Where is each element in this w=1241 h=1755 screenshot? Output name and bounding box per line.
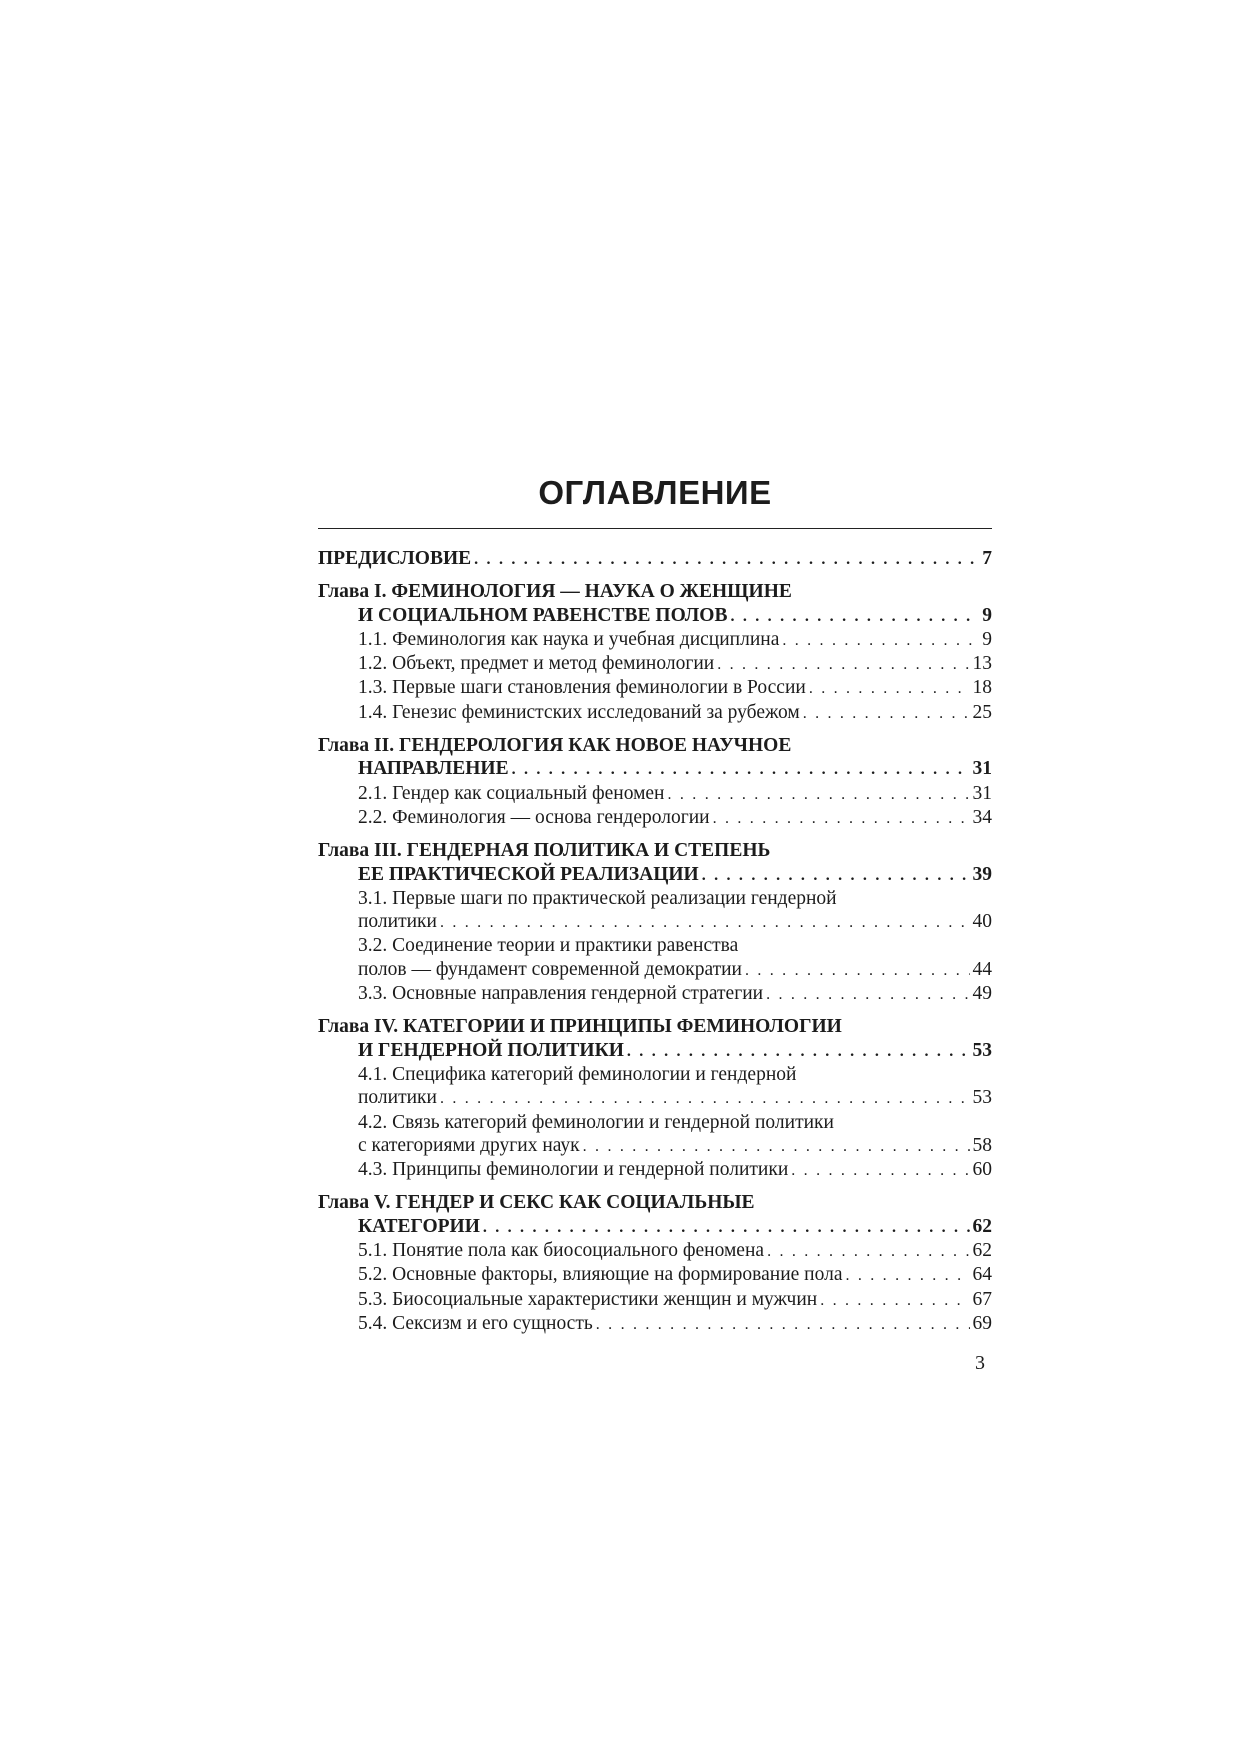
toc-page-number: 62 xyxy=(972,1215,992,1237)
toc-page-number: 7 xyxy=(982,548,992,569)
toc-chapter-4 xyxy=(318,1015,992,1182)
toc-page-number: 25 xyxy=(972,701,992,723)
toc-section[interactable] xyxy=(318,806,992,830)
section-label: 5.2. Основные факторы, влияющие на формирование пола xyxy=(358,1264,843,1286)
toc-section-first-line[interactable] xyxy=(318,934,992,957)
toc-section[interactable] xyxy=(318,1312,992,1336)
chapter-title-line: И СОЦИАЛЬНОМ РАВЕНСТВЕ ПОЛОВ xyxy=(358,604,728,626)
dot-leader xyxy=(767,1240,969,1263)
chapter-title-line: Глава I. ФЕМИНОЛОГИЯ — НАУКА О ЖЕНЩИНЕ xyxy=(318,581,792,603)
dot-leader xyxy=(791,1159,969,1182)
dot-leader xyxy=(596,1313,970,1336)
dot-leader xyxy=(820,1289,969,1312)
dot-leader xyxy=(845,1264,969,1287)
toc-page-number: 64 xyxy=(972,1264,992,1286)
chapter-heading[interactable] xyxy=(318,839,992,862)
toc-section[interactable] xyxy=(318,652,992,676)
toc-chapter-1 xyxy=(318,580,992,725)
section-label: полов — фундамент современной демократии xyxy=(358,958,742,980)
dot-leader xyxy=(782,629,979,652)
toc-page-number: 13 xyxy=(972,653,992,675)
toc-section[interactable] xyxy=(318,1158,992,1182)
toc-page-number: 18 xyxy=(972,677,992,699)
toc-page-number: 67 xyxy=(972,1288,992,1310)
section-label: 5.3. Биосоциальные характеристики женщин и мужчин xyxy=(358,1288,818,1310)
section-label: 1.4. Генезис феминистских исследований за рубежом xyxy=(358,701,800,723)
table-of-contents xyxy=(318,470,992,1345)
section-label: 4.2. Связь категорий феминологии и гендерной политики xyxy=(358,1111,834,1133)
chapter-heading-continued[interactable] xyxy=(318,1039,992,1063)
toc-section[interactable] xyxy=(318,628,992,652)
dot-leader xyxy=(512,758,970,781)
toc-section[interactable] xyxy=(318,910,992,934)
toc-page-number: 40 xyxy=(972,911,992,933)
toc-chapter-2 xyxy=(318,734,992,830)
toc-section[interactable] xyxy=(318,1239,992,1263)
dot-leader xyxy=(766,983,969,1006)
section-label: 4.3. Принципы феминологии и гендерной политики xyxy=(358,1159,789,1181)
chapter-heading-continued[interactable] xyxy=(318,1215,992,1239)
dot-leader xyxy=(483,1216,970,1239)
toc-page-number: 9 xyxy=(982,628,992,650)
chapter-title-line: КАТЕГОРИИ xyxy=(358,1215,480,1237)
toc-chapter-5 xyxy=(318,1191,992,1336)
toc-page-number: 49 xyxy=(972,983,992,1005)
dot-leader xyxy=(809,677,970,700)
toc-entry-label: ПРЕДИСЛОВИЕ xyxy=(318,548,472,569)
chapter-title-line: Глава IV. КАТЕГОРИИ И ПРИНЦИПЫ ФЕМИНОЛОГИИ xyxy=(318,1016,842,1038)
dot-leader xyxy=(730,605,979,628)
section-label: политики xyxy=(358,911,437,933)
toc-page-number: 31 xyxy=(972,758,992,780)
section-label: с категориями других наук xyxy=(358,1134,580,1156)
toc-section-first-line[interactable] xyxy=(318,887,992,910)
section-label: 4.1. Специфика категорий феминологии и гендерной xyxy=(358,1063,797,1085)
chapter-heading[interactable] xyxy=(318,1015,992,1038)
section-label: 1.1. Феминология как наука и учебная дисциплина xyxy=(358,628,780,650)
dot-leader xyxy=(803,702,970,725)
toc-page-number: 69 xyxy=(972,1312,992,1334)
toc-entry-preface[interactable] xyxy=(318,547,992,571)
toc-section[interactable] xyxy=(318,958,992,982)
dot-leader xyxy=(474,548,979,571)
chapter-title-line: ЕЕ ПРАКТИЧЕСКОЙ РЕАЛИЗАЦИИ xyxy=(358,863,699,885)
toc-section[interactable] xyxy=(318,1288,992,1312)
chapter-heading-continued[interactable] xyxy=(318,863,992,887)
chapter-heading[interactable] xyxy=(318,734,992,757)
dot-leader xyxy=(583,1135,970,1158)
section-label: 1.2. Объект, предмет и метод феминологии xyxy=(358,653,715,675)
toc-section[interactable] xyxy=(318,1263,992,1287)
toc-page-number: 39 xyxy=(972,863,992,885)
chapter-heading-continued[interactable] xyxy=(318,604,992,628)
toc-page-number: 44 xyxy=(972,958,992,980)
dot-leader xyxy=(702,864,970,887)
page-title: ОГЛАВЛЕНИЕ xyxy=(538,474,772,511)
page-number: 3 xyxy=(975,1352,985,1374)
toc-page-number: 9 xyxy=(982,604,992,626)
toc-section[interactable] xyxy=(318,701,992,725)
section-label: 3.2. Соединение теории и практики равенства xyxy=(358,935,739,957)
toc-section[interactable] xyxy=(318,676,992,700)
chapter-title-line: НАПРАВЛЕНИЕ xyxy=(358,758,509,780)
chapter-heading-continued[interactable] xyxy=(318,757,992,781)
dot-leader xyxy=(440,1087,970,1110)
toc-section-first-line[interactable] xyxy=(318,1063,992,1086)
toc-page-number: 60 xyxy=(972,1159,992,1181)
section-label: политики xyxy=(358,1087,437,1109)
toc-page-number: 58 xyxy=(972,1134,992,1156)
chapter-title-line: Глава V. ГЕНДЕР И СЕКС КАК СОЦИАЛЬНЫЕ xyxy=(318,1192,755,1214)
toc-section[interactable] xyxy=(318,782,992,806)
toc-page-number: 53 xyxy=(972,1087,992,1109)
toc-page-number: 31 xyxy=(972,782,992,804)
toc-section-first-line[interactable] xyxy=(318,1111,992,1134)
toc-chapter-3 xyxy=(318,839,992,1006)
section-label: 2.1. Гендер как социальный феномен xyxy=(358,782,665,804)
toc-page-number: 62 xyxy=(972,1240,992,1262)
chapter-heading[interactable] xyxy=(318,1191,992,1214)
dot-leader xyxy=(717,653,969,676)
chapter-heading[interactable] xyxy=(318,580,992,603)
dot-leader xyxy=(745,959,970,982)
chapter-title-line: Глава III. ГЕНДЕРНАЯ ПОЛИТИКА И СТЕПЕНЬ xyxy=(318,840,771,862)
section-label: 5.1. Понятие пола как биосоциального феномена xyxy=(358,1240,765,1262)
chapter-title-line: Глава II. ГЕНДЕРОЛОГИЯ КАК НОВОЕ НАУЧНОЕ xyxy=(318,735,792,757)
title-divider xyxy=(318,528,992,529)
section-label: 5.4. Сексизм и его сущность xyxy=(358,1312,593,1334)
toc-section[interactable] xyxy=(318,1134,992,1158)
section-label: 1.3. Первые шаги становления феминологии в России xyxy=(358,677,806,699)
toc-page-number: 34 xyxy=(972,806,992,828)
section-label: 3.3. Основные направления гендерной стратегии xyxy=(358,983,764,1005)
dot-leader xyxy=(627,1040,970,1063)
toc-section[interactable] xyxy=(318,982,992,1006)
section-label: 3.1. Первые шаги по практической реализации гендерной xyxy=(358,887,837,909)
toc-section[interactable] xyxy=(318,1086,992,1110)
dot-leader xyxy=(713,807,970,830)
chapter-title-line: И ГЕНДЕРНОЙ ПОЛИТИКИ xyxy=(358,1039,624,1061)
dot-leader xyxy=(440,911,970,934)
toc-page-number: 53 xyxy=(972,1039,992,1061)
dot-leader xyxy=(668,783,970,806)
section-label: 2.2. Феминология — основа гендерологии xyxy=(358,806,710,828)
